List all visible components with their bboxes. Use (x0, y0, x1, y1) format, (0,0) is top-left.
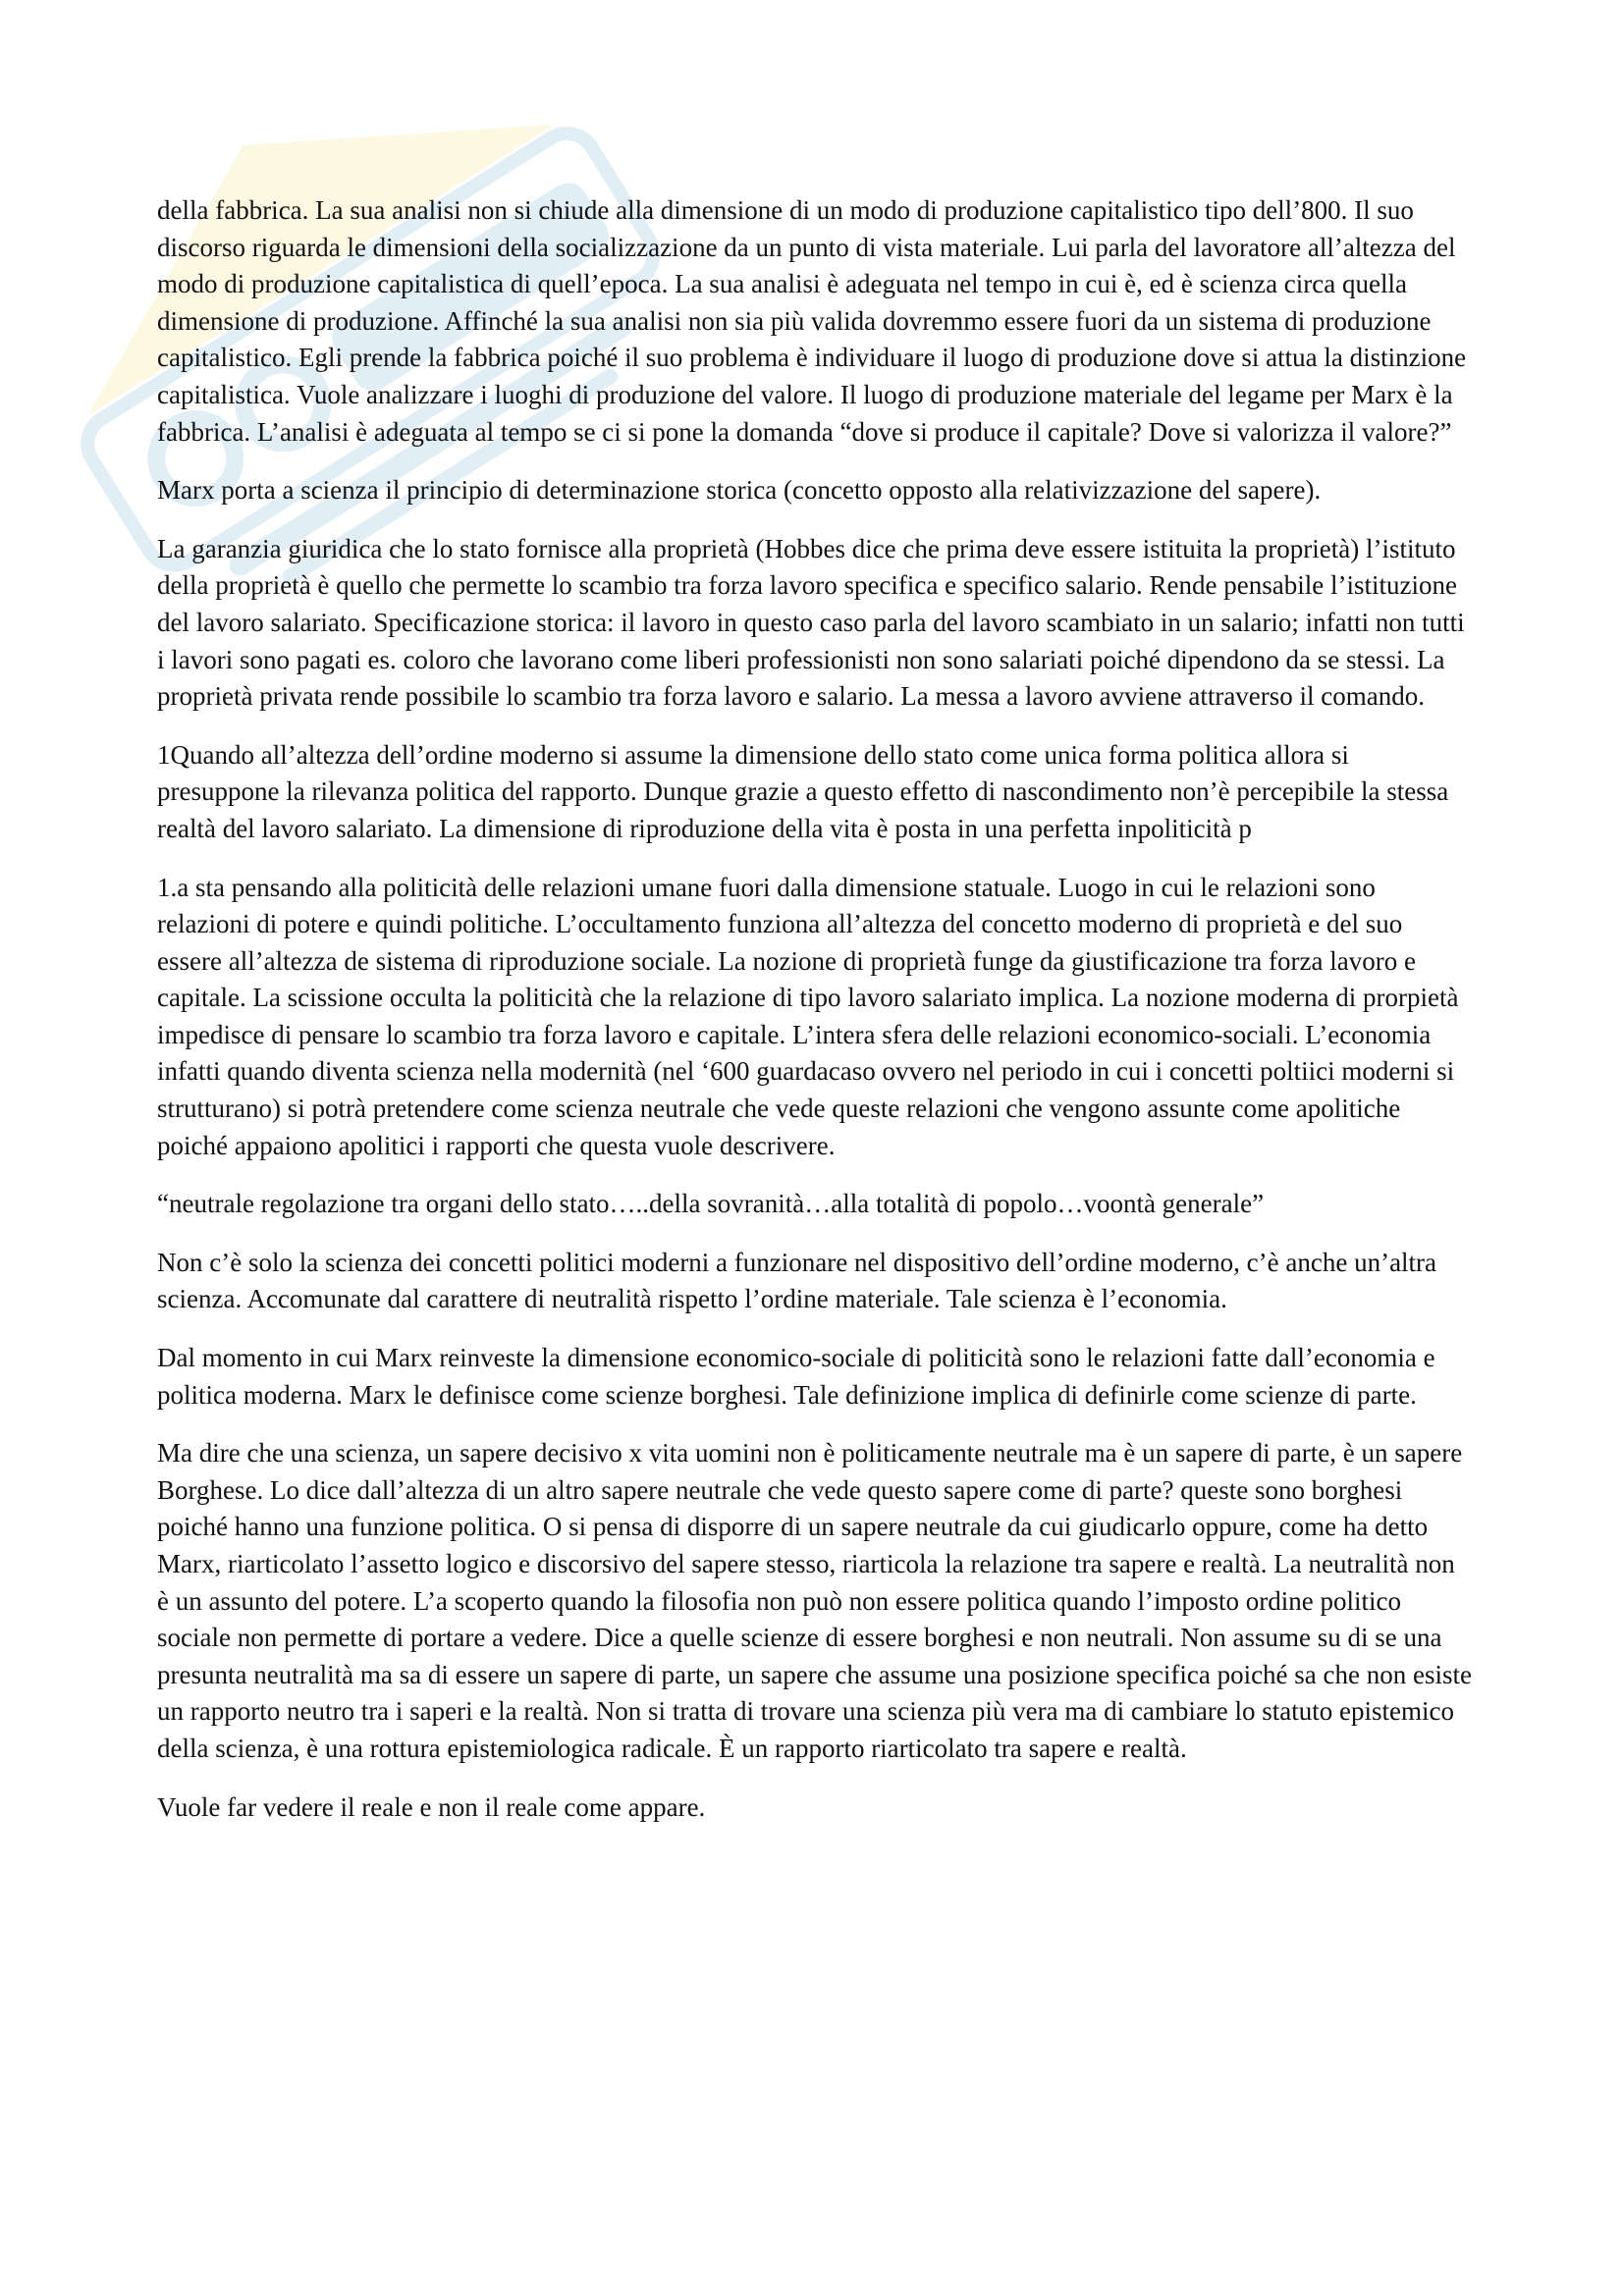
paragraph-10: Vuole far vedere il reale e non il reale come appare. (157, 1791, 706, 1822)
paragraph-7: Non c’è solo la scienza dei concetti politici moderni a funzionare nel dispositivo dell’ordine moderno, c’è anche un’altra scienza. Accomunate dal carattere di neutralità rispetto l’ordine materiale. Tale scienza è l’economia. (157, 1247, 1437, 1314)
paragraph-4: 1Quando all’altezza dell’ordine moderno si assume la dimensione dello stato come unica forma politica allora si presuppone la rilevanza politica del rapporto. Dunque grazie a questo effetto di nascondimento non’è percepibile la stessa realtà del lavoro salariato. La dimensione di riproduzione della vita è posta in una perfetta inpoliticità p (157, 739, 1449, 843)
paragraph-6: “neutrale regolazione tra organi dello stato…..della sovranità…alla totalità di popolo…voontà generale” (157, 1189, 1265, 1219)
paragraph-8: Dal momento in cui Marx reinveste la dimensione economico-sociale di politicità sono le relazioni fatte dall’economia e politica moderna. Marx le definisce come scienze borghesi. Tale definizione implica di definirle come scienze di parte. (157, 1343, 1435, 1410)
paragraph-1: della fabbrica. La sua analisi non si chiude alla dimensione di un modo di produzione capitalistico tipo dell’800. Il suo discorso riguarda le dimensioni della socializzazione da un punto di vista materiale. Lui parla del lavoratore all’altezza del modo di produzione capitalistica di quell’epoca. La sua analisi è adeguata nel tempo in cui è, ed è scienza circa quella dimensione di produzione. Affinché la sua analisi non sia più valida dovremmo essere fuori da un sistema di produzione capitalistico. Egli prende la fabbrica poiché il suo problema è individuare il luogo di produzione dove si attua la distinzione capitalistica. Vuole analizzare i luoghi di produzione del valore. Il luogo di produzione materiale del legame per Marx è la fabbrica. L’analisi è adeguata al tempo se ci si pone la domanda “dove si produce il capitale? Dove si valorizza il valore?” (157, 195, 1467, 447)
paragraph-5: 1.a sta pensando alla politicità delle relazioni umane fuori dalla dimensione statuale. Luogo in cui le relazioni sono relazioni di potere e quindi politiche. L’occultamento funziona all’altezza del concetto moderno di proprietà e del suo essere all’altezza de sistema di riproduzione sociale. La nozione di proprietà funge da giustificazione tra forza lavoro e capitale. La scissione occulta la politicità che la relazione di tipo lavoro salariato implica. La nozione moderna di prorpietà impedisce di pensare lo scambio tra forza lavoro e capitale. L’intera sfera delle relazioni economico-sociali. L’economia infatti quando diventa scienza nella modernità (nel ‘600 guardacaso ovvero nel periodo in cui i concetti poltiici moderni si strutturano) si potrà pretendere come scienza neutrale che vede queste relazioni che vengono assunte come apolitiche poiché appaiono apolitici i rapporti che questa vuole descrivere. (157, 872, 1459, 1160)
paragraph-9: Ma dire che una scienza, un sapere decisivo x vita uomini non è politicamente neutrale ma è un sapere di parte, è un sapere Borghese. Lo dice dall’altezza di un altro sapere neutrale che vede questo sapere come di parte? queste sono borghesi poiché hanno una funzione politica. O si pensa di disporre di un sapere neutrale da cui giudicarlo oppure, come ha detto Marx, riarticolato l’assetto logico e discorsivo del sapere stesso, riarticola la relazione tra sapere e realtà. La neutralità non è un assunto del potere. L’a scoperto quando la filosofia non può non essere politica quando l’imposto ordine politico sociale non permette di portare a vedere. Dice a quelle scienze di essere borghesi e non neutrali. Non assume su di se una presunta neutralità ma sa di essere un sapere di parte, un sapere che assume una posizione specifica poiché sa che non esiste un rapporto neutro tra i saperi e la realtà. Non si tratta di trovare una scienza più vera ma di cambiare lo statuto epistemico della scienza, è una rottura epistemiologica radicale. È un rapporto riarticolato tra sapere e realtà. (157, 1438, 1472, 1763)
document-body (157, 192, 1473, 1847)
paragraph-2: Marx porta a scienza il principio di determinazione storica (concetto opposto alla relativizzazione del sapere). (157, 475, 1322, 506)
paragraph-3: La garanzia giuridica che lo stato fornisce alla proprietà (Hobbes dice che prima deve essere istituita la proprietà) l’istituto della proprietà è quello che permette lo scambio tra forza lavoro specifica e specifico salario. Rende pensabile l’istituzione del lavoro salariato. Specificazione storica: il lavoro in questo caso parla del lavoro scambiato in un salario; infatti non tutti i lavori sono pagati es. coloro che lavorano come liberi professionisti non sono salariati poiché dipendono da se stessi. La proprietà privata rende possibile lo scambio tra forza lavoro e salario. La messa a lavoro avviene attraverso il comando. (157, 533, 1465, 712)
